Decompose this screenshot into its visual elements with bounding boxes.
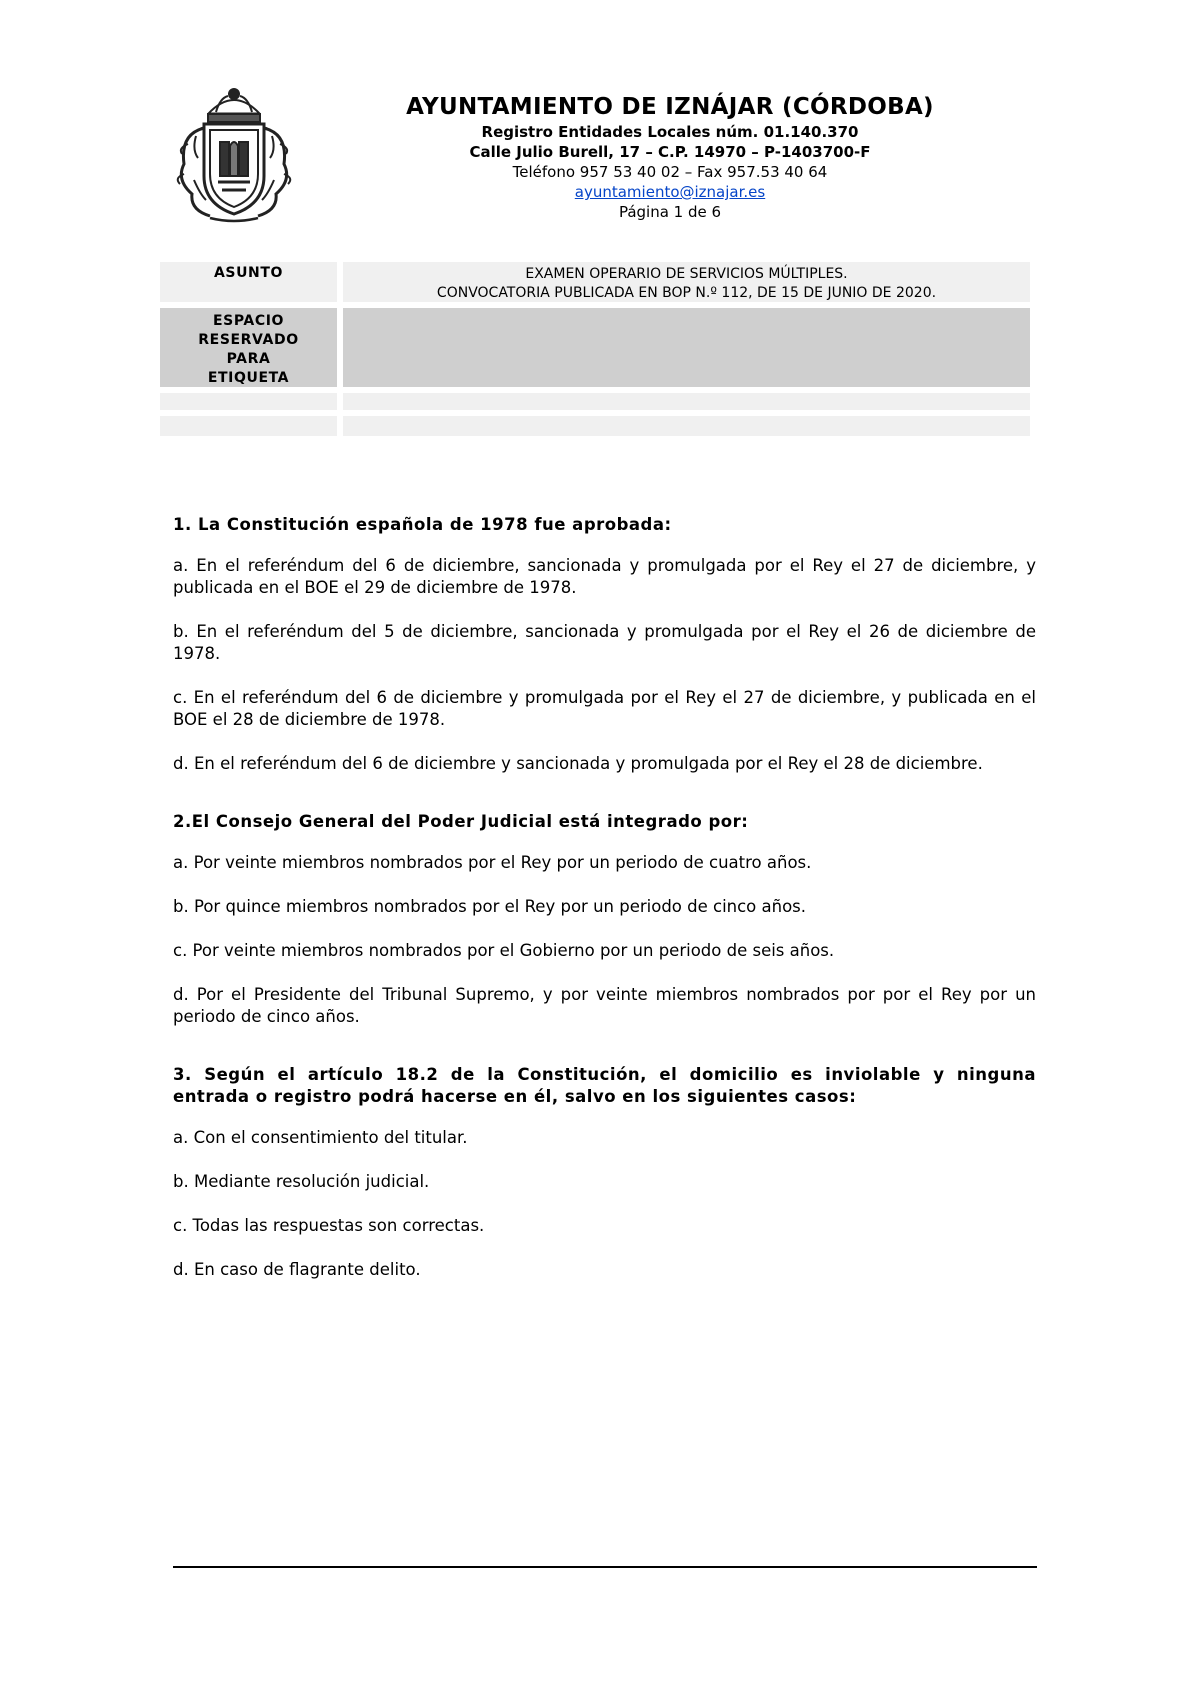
- label-space-row: [160, 308, 1030, 387]
- page-indicator: Página 1 de 6: [618, 203, 722, 221]
- phone-fax-line: Teléfono 957 53 40 02 – Fax 957.53 40 64: [512, 163, 828, 181]
- email-link[interactable]: ayuntamiento@iznajar.es: [574, 183, 766, 201]
- document-header: [345, 92, 995, 222]
- label-space-area: [343, 308, 1030, 387]
- subject-row: [160, 262, 1030, 302]
- answer-option: c. Todas las respuestas son correctas.: [173, 1216, 485, 1235]
- blank-cell: [343, 416, 1030, 436]
- answer-option: a. Con el consentimiento del titular.: [173, 1128, 468, 1147]
- label-space-line: ETIQUETA: [207, 370, 290, 386]
- question: [173, 514, 1036, 775]
- blank-row: [160, 416, 1030, 436]
- exam-questions: [173, 514, 1036, 1303]
- label-space-caption: [160, 308, 337, 387]
- label-space-line: ESPACIO: [212, 313, 285, 329]
- registry-number: Registro Entidades Locales núm. 01.140.370: [481, 123, 859, 141]
- answer-option: d. Por el Presidente del Tribunal Supremo, y por veinte miembros nombrados por por el Rey por un periodo de cinco años.: [173, 985, 1036, 1026]
- question: [173, 1064, 1036, 1281]
- answer-option: a. Por veinte miembros nombrados por el Rey por un periodo de cuatro años.: [173, 853, 812, 872]
- answer-option: b. En el referéndum del 5 de diciembre, sancionada y promulgada por el Rey el 26 de diciembre de 1978.: [173, 622, 1036, 663]
- address-line: Calle Julio Burell, 17 – C.P. 14970 – P-1403700-F: [469, 143, 871, 161]
- answer-option: c. Por veinte miembros nombrados por el Gobierno por un periodo de seis años.: [173, 941, 835, 960]
- question-title: 1. La Constitución española de 1978 fue aprobada:: [173, 515, 672, 534]
- question-title: 2.El Consejo General del Poder Judicial está integrado por:: [173, 812, 749, 831]
- answer-option: c. En el referéndum del 6 de diciembre y promulgada por el Rey el 27 de diciembre, y publicada en el BOE el 28 de diciembre de 1978.: [173, 688, 1036, 729]
- blank-cell: [160, 416, 337, 436]
- subject-label: ASUNTO: [160, 262, 337, 302]
- subject-line-2: CONVOCATORIA PUBLICADA EN BOP N.º 112, DE 15 DE JUNIO DE 2020.: [436, 285, 937, 301]
- subject-value: [343, 262, 1030, 302]
- subject-table: [160, 262, 1030, 442]
- answer-option: d. En el referéndum del 6 de diciembre y sancionada y promulgada por el Rey el 28 de diciembre.: [173, 754, 983, 773]
- question: [173, 811, 1036, 1028]
- institution-title: AYUNTAMIENTO DE IZNÁJAR (CÓRDOBA): [406, 94, 934, 120]
- label-space-line: RESERVADO: [198, 332, 299, 348]
- subject-line-1: EXAMEN OPERARIO DE SERVICIOS MÚLTIPLES.: [525, 266, 848, 282]
- question-title: 3. Según el artículo 18.2 de la Constitución, el domicilio es inviolable y ninguna entrada o registro podrá hacerse en él, salvo en los siguientes casos:: [173, 1065, 1036, 1106]
- label-space-line: PARA: [226, 351, 271, 367]
- answer-option: b. Por quince miembros nombrados por el Rey por un periodo de cinco años.: [173, 897, 807, 916]
- blank-cell: [343, 393, 1030, 410]
- footer-divider: [173, 1566, 1037, 1568]
- answer-option: b. Mediante resolución judicial.: [173, 1172, 430, 1191]
- answer-option: a. En el referéndum del 6 de diciembre, sancionada y promulgada por el Rey el 27 de diciembre, y publicada en el BOE el 29 de diciembre de 1978.: [173, 556, 1036, 597]
- blank-cell: [160, 393, 337, 410]
- blank-row: [160, 393, 1030, 410]
- answer-option: d. En caso de flagrante delito.: [173, 1260, 421, 1279]
- municipal-coat-of-arms-icon: [170, 84, 298, 224]
